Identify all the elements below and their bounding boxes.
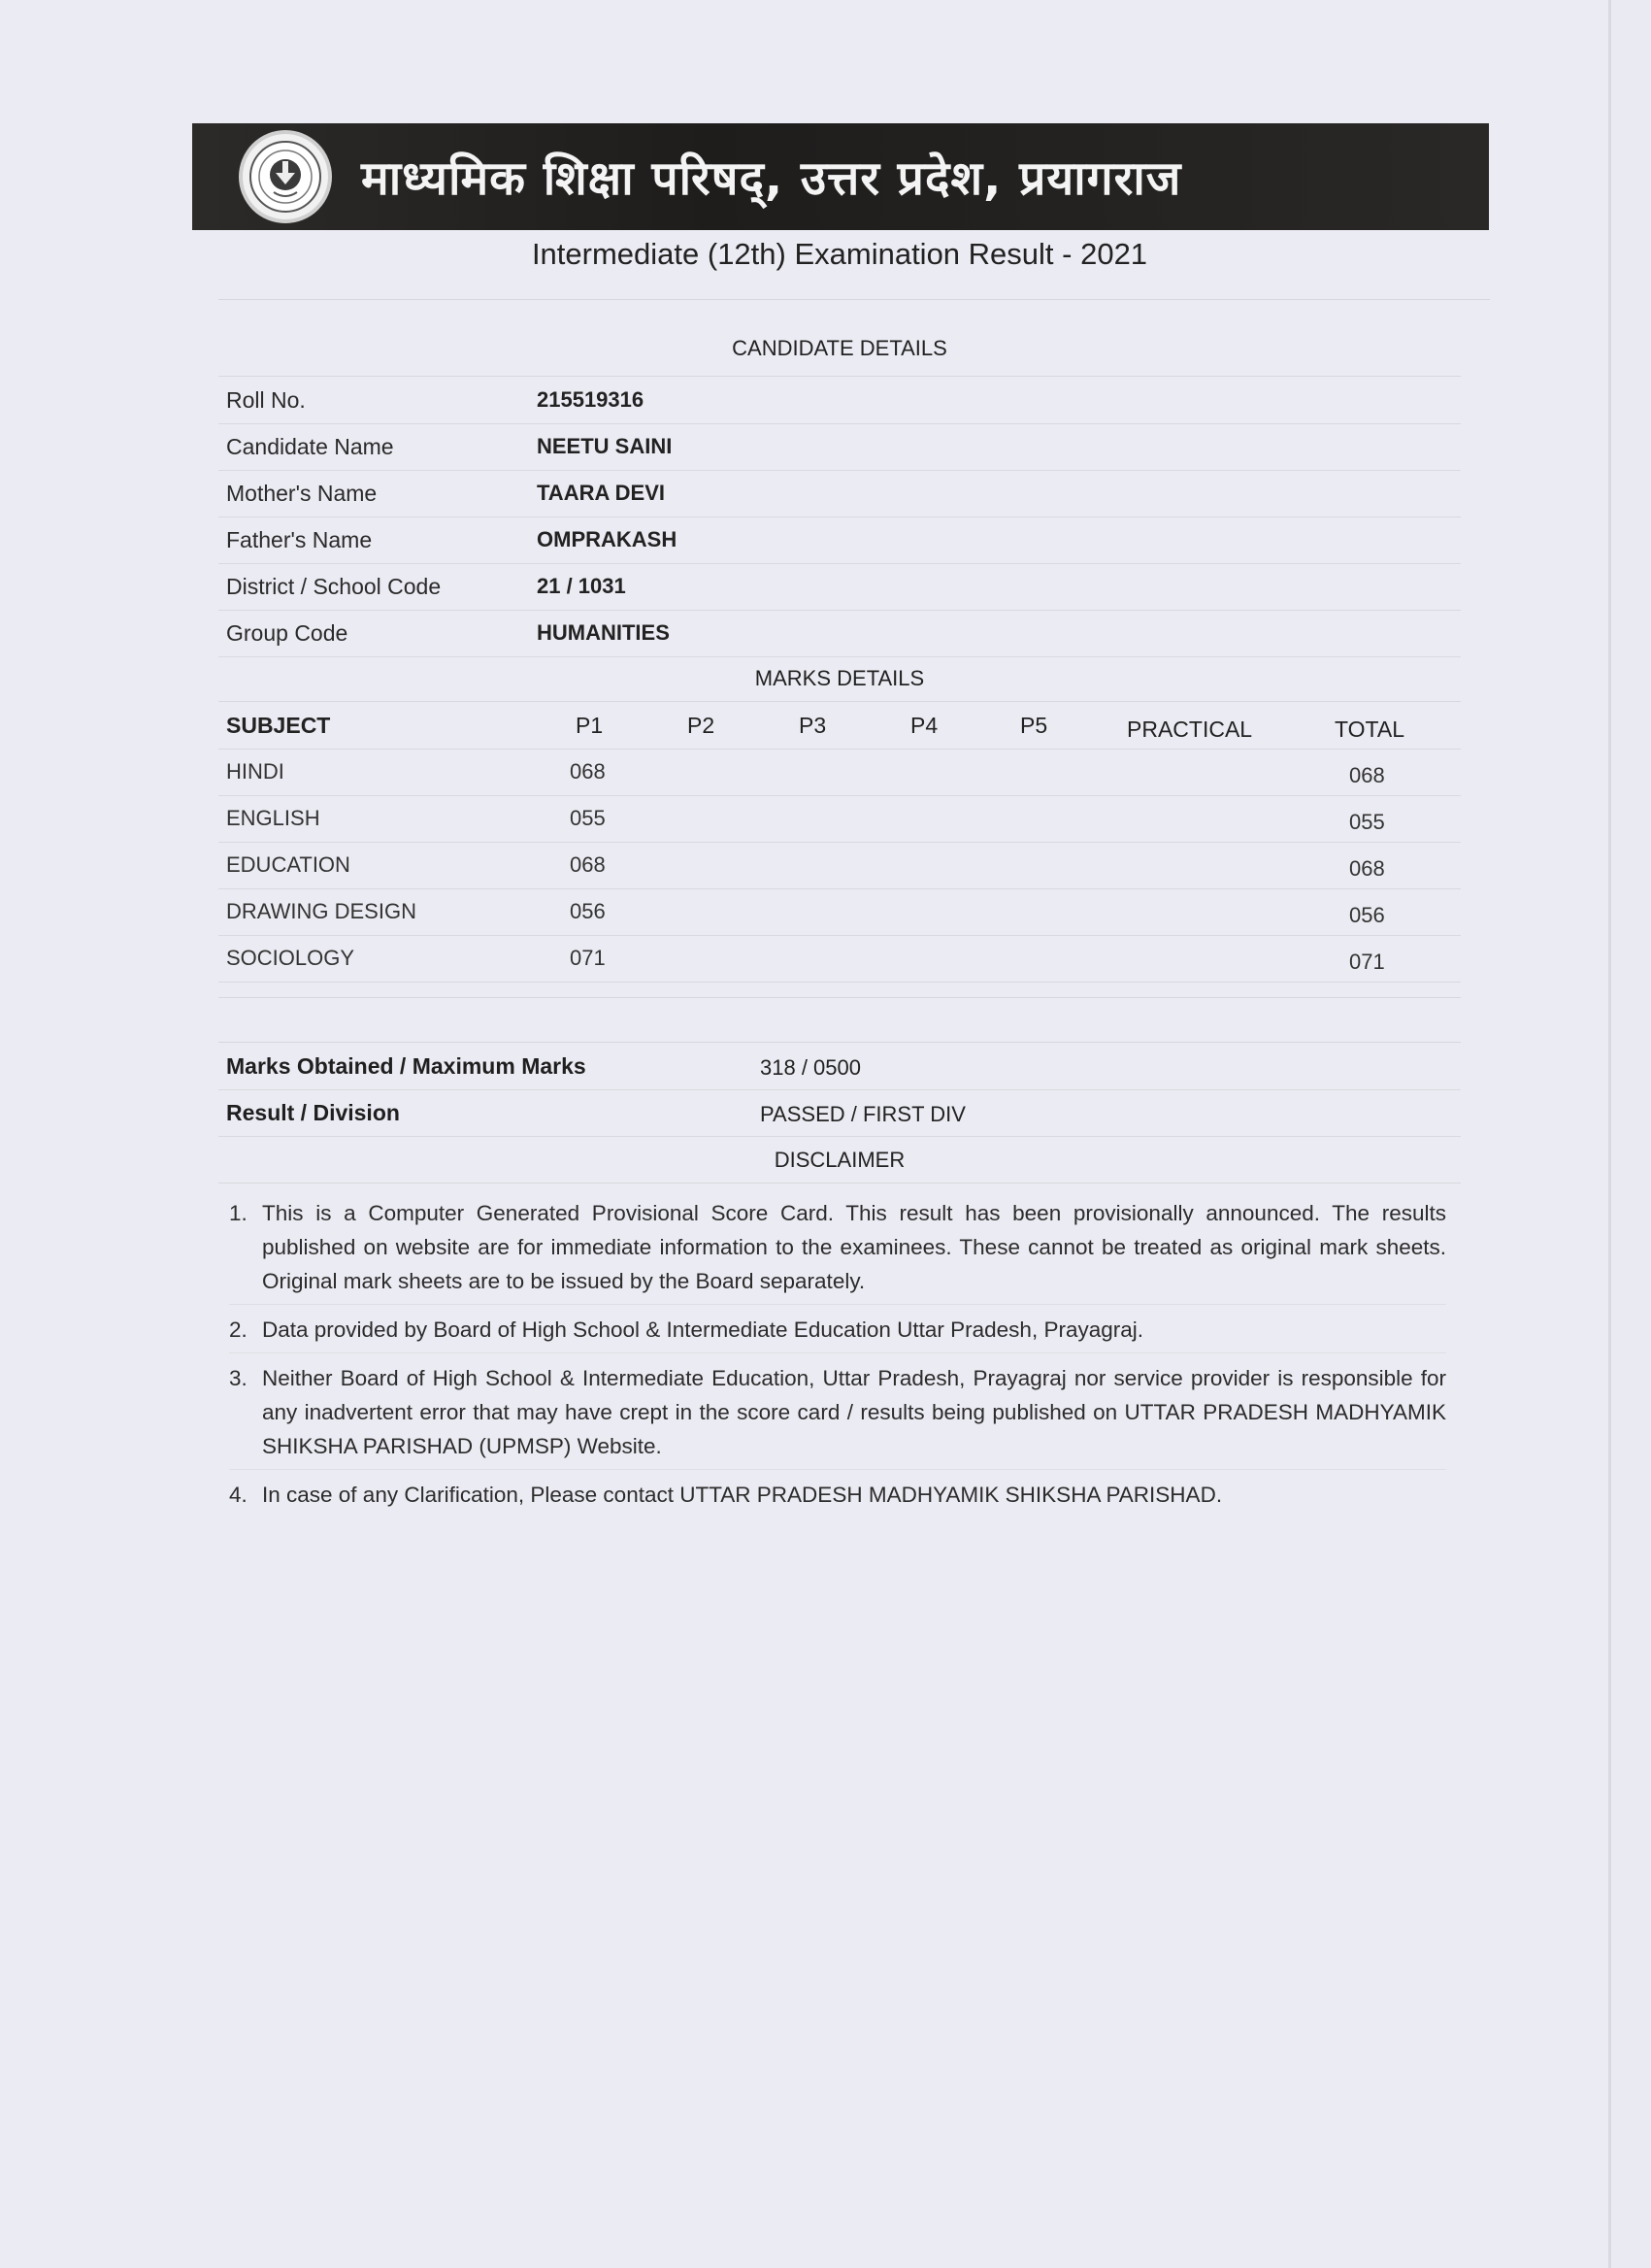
item-text: In case of any Clarification, Please contact UTTAR PRADESH MADHYAMIK SHIKSHA PARISHAD. [262,1483,1223,1507]
marks-header-row [218,703,1461,750]
result-value: PASSED / FIRST DIV [760,1102,966,1126]
total-cell: 068 [1349,763,1385,787]
result-label: Result / Division [226,1100,400,1125]
field-value: 21 / 1031 [537,574,626,598]
total-cell: 056 [1349,903,1385,927]
field-label: Group Code [226,620,348,646]
field-value: TAARA DEVI [537,481,665,505]
marks-details-heading: MARKS DETAILS [754,666,925,690]
candidate-row-roll [218,378,1461,424]
header-banner [192,123,1489,230]
p1-cell: 056 [570,899,606,923]
col-practical: PRACTICAL [1127,717,1253,742]
item-number: 1. [229,1201,248,1225]
table-row [218,750,1461,796]
field-label: Mother's Name [226,481,378,506]
total-cell: 071 [1349,950,1385,974]
exam-title: Intermediate (12th) Examination Result - 2021 [531,237,1148,271]
disclaimer-item [229,1196,1446,1305]
item-number: 3. [229,1366,248,1390]
subject-cell: SOCIOLOGY [226,946,355,970]
candidate-details-heading: CANDIDATE DETAILS [732,336,947,360]
item-text: Neither Board of High School & Intermediate Education, Uttar Pradesh, Prayagraj nor service provider is responsible for any inadvertent error that may have crept in the score card / results being published on UTTAR PRADESH MADHYAMIK SHIKSHA PARISHAD (UPMSP) Website. [262,1366,1446,1458]
subject-cell: EDUCATION [226,852,350,877]
subject-cell: ENGLISH [226,806,320,830]
disclaimer-item [229,1478,1446,1518]
table-row [218,936,1461,983]
seal-icon [247,138,324,216]
field-value: OMPRAKASH [537,527,677,551]
field-value: 215519316 [537,387,644,412]
field-value: NEETU SAINI [537,434,673,458]
board-seal-logo [239,130,332,223]
candidate-row-father [218,517,1461,564]
divider [218,701,1461,702]
col-p1: P1 [576,713,604,738]
total-cell: 055 [1349,810,1385,834]
board-name: माध्यमिक शिक्षा परिषद्, उत्तर प्रदेश, प्रयागराज [361,150,1182,206]
table-row [218,889,1461,936]
p1-cell: 071 [570,946,606,970]
item-text: Data provided by Board of High School & Intermediate Education Uttar Pradesh, Prayagraj. [262,1317,1143,1342]
table-row [218,796,1461,843]
candidate-row-group [218,611,1461,657]
subject-cell: DRAWING DESIGN [226,899,416,923]
disclaimer-heading: DISCLAIMER [774,1148,906,1172]
divider [218,1183,1461,1184]
col-p3: P3 [799,713,827,738]
col-p2: P2 [687,713,715,738]
candidate-row-name [218,424,1461,471]
field-label: Roll No. [226,387,306,413]
p1-cell: 055 [570,806,606,830]
item-number: 4. [229,1483,248,1507]
col-subject: SUBJECT [226,713,331,738]
result-row [218,1090,1461,1137]
marks-obtained-value: 318 / 0500 [760,1055,861,1080]
field-label: Father's Name [226,527,373,552]
field-label: Candidate Name [226,434,394,459]
col-total: TOTAL [1335,717,1404,742]
marks-obtained-label: Marks Obtained / Maximum Marks [226,1053,586,1079]
disclaimer-item [229,1313,1446,1353]
disclaimer-list [229,1196,1446,1525]
table-row [218,843,1461,889]
field-value: HUMANITIES [537,620,670,645]
divider [218,1042,1461,1043]
divider [218,299,1490,300]
marks-obtained-row [218,1044,1461,1090]
divider [218,376,1461,377]
item-text: This is a Computer Generated Provisional Score Card. This result has been provisionally announced. The results published on website are for immediate information to the examinees. These cannot be treated as original mark sheets. Original mark sheets are to be issued by the Board separately. [262,1201,1446,1293]
candidate-row-district [218,564,1461,611]
col-p4: P4 [910,713,939,738]
p1-cell: 068 [570,759,606,784]
p1-cell: 068 [570,852,606,877]
total-cell: 068 [1349,856,1385,881]
divider [218,997,1461,998]
field-label: District / School Code [226,574,442,599]
candidate-row-mother [218,471,1461,517]
subject-cell: HINDI [226,759,284,784]
disclaimer-item [229,1361,1446,1470]
col-p5: P5 [1020,713,1048,738]
item-number: 2. [229,1317,248,1342]
